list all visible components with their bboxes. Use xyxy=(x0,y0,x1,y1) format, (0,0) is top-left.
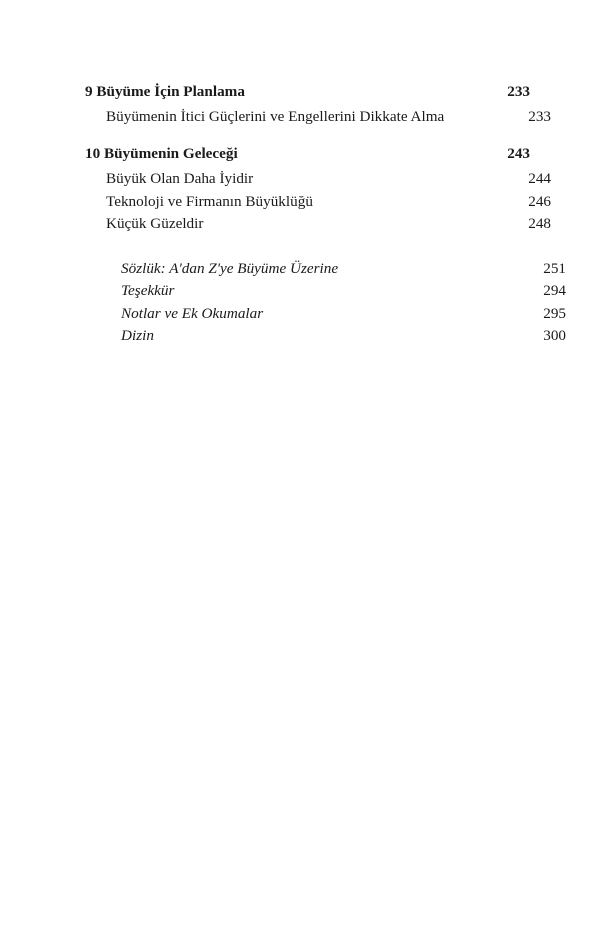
toc-entry-page: 300 xyxy=(543,327,566,345)
toc-backmatter-entry[interactable] xyxy=(85,259,566,278)
toc-entry-page: 295 xyxy=(543,304,566,322)
toc-entry-label: Büyük Olan Daha İyidir xyxy=(106,170,254,188)
toc-entry-label: 9 Büyüme İçin Planlama xyxy=(85,83,245,100)
toc-entry-label: Büyümenin İtici Güçlerini ve Engellerini Dikkate Alma xyxy=(106,108,445,126)
toc-section-entry[interactable] xyxy=(85,214,551,233)
toc-entry-label: Teşekkür xyxy=(121,282,175,300)
toc-section-entry[interactable] xyxy=(85,107,551,126)
toc-entry-label: Dizin xyxy=(121,327,154,345)
toc-backmatter-entry[interactable] xyxy=(85,304,566,323)
toc-backmatter-entry[interactable] xyxy=(85,281,566,300)
toc-chapter-entry[interactable] xyxy=(85,144,530,163)
toc-entry-page: 251 xyxy=(543,259,566,277)
spacer-block xyxy=(85,130,530,144)
toc-entry-label: Küçük Güzeldir xyxy=(106,215,204,233)
toc-entry-page: 248 xyxy=(528,215,551,233)
toc-chapter-entry[interactable] xyxy=(85,82,530,101)
spacer-block xyxy=(85,237,530,259)
toc-entry-page: 244 xyxy=(528,170,551,188)
table-of-contents xyxy=(85,82,566,349)
toc-entry-label: 10 Büyümenin Geleceği xyxy=(85,144,238,162)
toc-entry-label: Sözlük: A'dan Z'ye Büyüme Üzerine xyxy=(121,259,339,277)
toc-entry-page: 233 xyxy=(507,83,530,100)
toc-entry-label: Notlar ve Ek Okumalar xyxy=(121,304,264,322)
toc-backmatter-entry[interactable] xyxy=(85,326,566,345)
toc-entry-page: 294 xyxy=(543,282,566,300)
toc-section-entry[interactable] xyxy=(85,192,551,211)
toc-section-entry[interactable] xyxy=(85,169,551,188)
toc-entry-page: 233 xyxy=(528,108,551,126)
toc-entry-page: 246 xyxy=(528,192,551,210)
toc-entry-label: Teknoloji ve Firmanın Büyüklüğü xyxy=(106,192,313,210)
toc-entry-page: 243 xyxy=(507,144,530,162)
